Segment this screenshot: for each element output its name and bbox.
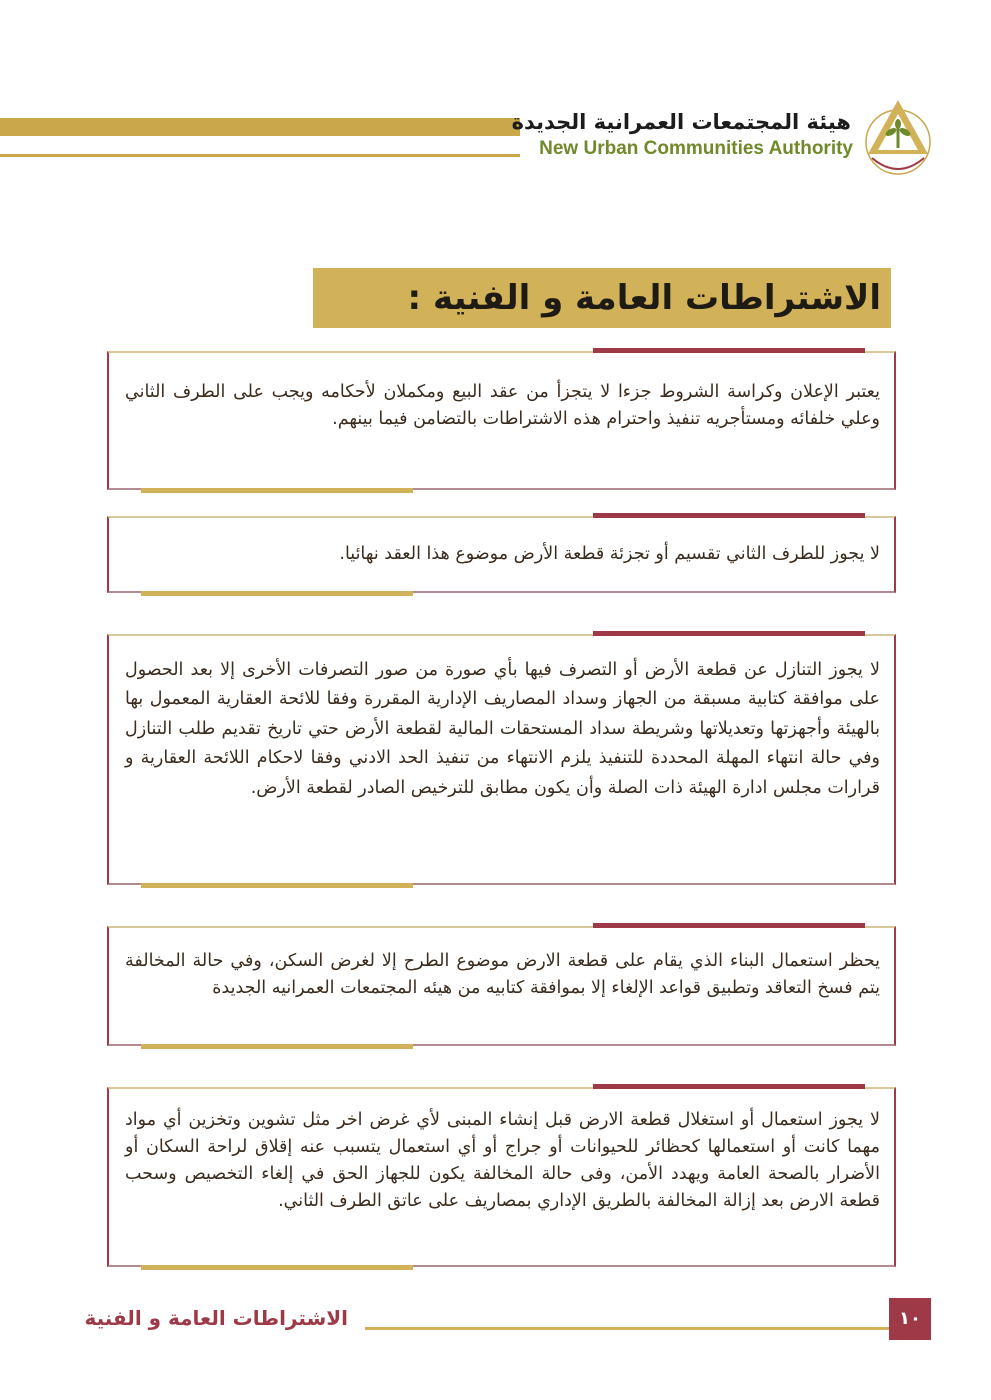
box-bottom-accent: [141, 488, 413, 493]
condition-box: [107, 1087, 896, 1267]
box-top-accent: [593, 631, 865, 636]
section-title: الاشتراطات العامة و الفنية :: [407, 278, 881, 318]
box-bottom-accent: [141, 883, 413, 888]
org-name-arabic: هيئة المجتمعات العمرانية الجديدة: [511, 110, 851, 134]
box-top-accent: [593, 1084, 865, 1089]
box-top-accent: [593, 513, 865, 518]
box-bottom-accent: [141, 1044, 413, 1049]
box-bottom-accent: [141, 1265, 413, 1270]
condition-box: [107, 926, 896, 1046]
condition-text: لا يجوز استعمال أو استغلال قطعة الارض قبل إنشاء المبنى لأي غرض اخر مثل تشوين وتخزين أي مواد مهما كانت أو استعمالها كحظائر للحيوانات أو جراج أو أي استعمال يتسبب عنه إقلاق لراحة السكان أو الأضرار بالصحة العامة ويهدد الأمن، وفى حالة المخالفة يكون للجهاز الحق في إلغاء التخصيص وسحب قطعة الارض بعد إزالة المخالفة بالطريق الإداري بمصاريف على عاتق الطرف الثاني.: [125, 1110, 880, 1212]
footer-gold-line: [365, 1327, 889, 1330]
section-title-banner: [313, 268, 891, 328]
org-name-english: New Urban Communities Authority: [539, 138, 853, 159]
condition-text: لا يجوز التنازل عن قطعة الأرض أو التصرف فيها بأي صورة من صور التصرفات الأخرى إلا بعد الحصول على موافقة كتابية مسبقة من الجهاز وسداد المصاريف الإدارية المقررة وفقا للائحة العقارية المعمول بها بالهيئة وأجهزتها وتعديلاتها وشريطة سداد المستحقات المالية لقطعة الأرض حتي تاريخ تقديم طلب التنازل وفي حالة انتهاء المهلة المحددة للتنفيذ يلزم الانتهاء من تنفيذ الحد الادني وفقا لاحكام اللائحة العقارية و قرارات مجلس ادارة الهيئة ذات الصلة وأن يكون مطابق للترخيص الصادر لقطعة الأرض.: [125, 660, 880, 798]
page-number: ١٠: [889, 1298, 931, 1340]
condition-text: يعتبر الإعلان وكراسة الشروط جزءا لا يتجزأ من عقد البيع ومكملان لأحكامه ويجب على الطرف الثاني وعلي خلفائه ومستأجريه تنفيذ واحترام هذه الاشتراطات بالتضامن فيما بينهم.: [125, 382, 880, 430]
condition-box: [107, 516, 896, 593]
footer-section-name: الاشتراطات العامة و الفنية: [84, 1306, 348, 1330]
header-gold-line: [0, 154, 520, 157]
condition-box: [107, 634, 896, 885]
box-top-accent: [593, 348, 865, 353]
condition-text: لا يجوز للطرف الثاني تقسيم أو تجزئة قطعة الأرض موضوع هذا العقد نهائيا.: [339, 544, 880, 564]
box-top-accent: [593, 923, 865, 928]
nuca-logo-icon: [858, 96, 938, 180]
condition-box: [107, 351, 896, 490]
box-bottom-accent: [141, 591, 413, 596]
condition-text: يحظر استعمال البناء الذي يقام على قطعة الارض موضوع الطرح إلا لغرض السكن، وفي حالة المخالفة يتم فسخ التعاقد وتطبيق قواعد الإلغاء إلا بموافقة كتابيه من هيئه المجتمعات العمرانيه الجديدة: [125, 951, 880, 999]
header-gold-bar: [0, 118, 520, 136]
